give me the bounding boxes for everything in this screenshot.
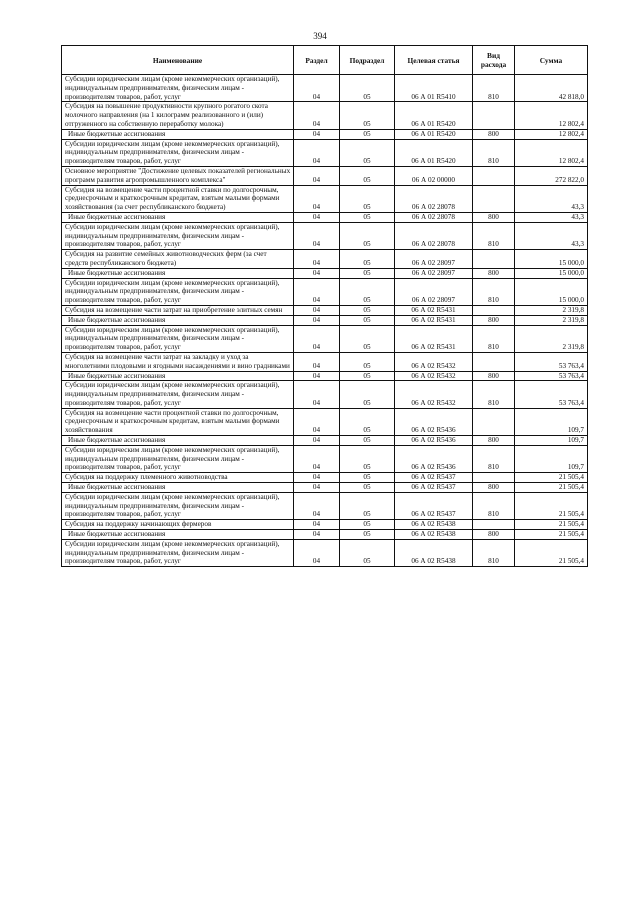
cell-expense-type [473,185,515,212]
page-number: 394 [313,31,327,41]
cell-sum: 21 505,4 [515,473,588,483]
cell-target: 06 А 02 R5436 [395,436,473,446]
cell-target: 06 А 02 R5431 [395,305,473,315]
cell-section: 04 [294,408,340,435]
header-expense-type: Вид расхода [473,46,515,75]
cell-subsection: 05 [340,371,395,381]
cell-target: 06 А 02 00000 [395,166,473,185]
cell-sum: 2 319,8 [515,315,588,325]
table-row [62,483,588,493]
cell-expense-type: 810 [473,139,515,166]
cell-name: Иные бюджетные ассигнования [62,436,294,446]
table-row [62,352,588,371]
cell-sum: 15 000,0 [515,278,588,305]
cell-target: 06 А 02 R5431 [395,325,473,352]
cell-sum: 2 319,8 [515,325,588,352]
cell-subsection: 05 [340,250,395,269]
cell-section: 04 [294,102,340,129]
table-row [62,473,588,483]
cell-sum: 21 505,4 [515,539,588,566]
cell-name: Иные бюджетные ассигнования [62,371,294,381]
cell-name: Субсидия на возмещение части процентной ставки по долгосрочным, среднесрочным и краткосрочным кредитам, взятым малыми формами хозяйствования [62,408,294,435]
cell-name: Субсидии юридическим лицам (кроме некоммерческих организаций), индивидуальным предпринимателям, физическим лицам - производителям товаров, работ, услуг [62,492,294,519]
table-row [62,129,588,139]
cell-section: 04 [294,371,340,381]
cell-sum: 53 763,4 [515,352,588,371]
cell-subsection: 05 [340,352,395,371]
cell-section: 04 [294,139,340,166]
cell-sum: 21 505,4 [515,483,588,493]
cell-target: 06 А 02 R5432 [395,371,473,381]
table-row [62,315,588,325]
cell-expense-type [473,102,515,129]
cell-target: 06 А 01 R5420 [395,129,473,139]
table-row [62,166,588,185]
cell-section: 04 [294,75,340,102]
cell-name: Субсидия на повышение продуктивности крупного рогатого скота молочного направления (на 1 килограмм реализованного и (или) отгруженного на собственную переработку молока) [62,102,294,129]
cell-target: 06 А 02 28097 [395,268,473,278]
cell-sum: 15 000,0 [515,268,588,278]
cell-name: Иные бюджетные ассигнования [62,530,294,540]
cell-name: Иные бюджетные ассигнования [62,483,294,493]
cell-sum: 43,3 [515,212,588,222]
cell-name: Субсидии юридическим лицам (кроме некоммерческих организаций), индивидуальным предпринимателям, физическим лицам - производителям товаров, работ, услуг [62,222,294,249]
cell-subsection: 05 [340,483,395,493]
table-row [62,445,588,472]
header-section: Раздел [294,46,340,75]
cell-name: Субсидия на развитие семейных животноводческих ферм (за счет средств республиканского бюджета) [62,250,294,269]
cell-name: Субсидия на возмещение части затрат на приобретение элитных семян [62,305,294,315]
table-row [62,539,588,566]
cell-target: 06 А 02 R5436 [395,445,473,472]
cell-subsection: 05 [340,102,395,129]
cell-expense-type: 800 [473,371,515,381]
table-row [62,492,588,519]
header-target: Целевая статья [395,46,473,75]
cell-expense-type [473,520,515,530]
cell-target: 06 А 02 28078 [395,185,473,212]
budget-table [61,45,588,567]
cell-subsection: 05 [340,436,395,446]
cell-sum: 12 802,4 [515,129,588,139]
table-row [62,212,588,222]
cell-subsection: 05 [340,268,395,278]
cell-section: 04 [294,166,340,185]
cell-section: 04 [294,212,340,222]
table-header [62,46,588,75]
cell-section: 04 [294,530,340,540]
cell-expense-type: 800 [473,530,515,540]
header-subsection: Подраздел [340,46,395,75]
cell-sum: 53 763,4 [515,371,588,381]
cell-section: 04 [294,325,340,352]
cell-sum: 21 505,4 [515,492,588,519]
cell-subsection: 05 [340,539,395,566]
cell-name: Иные бюджетные ассигнования [62,268,294,278]
cell-section: 04 [294,492,340,519]
table-row [62,381,588,408]
cell-subsection: 05 [340,212,395,222]
table-row [62,305,588,315]
cell-section: 04 [294,278,340,305]
cell-name: Субсидия на возмещение части процентной ставки по долгосрочным, среднесрочным и краткосрочным кредитам, взятым малыми формами хозяйствования (за счет республиканского бюджета) [62,185,294,212]
cell-section: 04 [294,315,340,325]
cell-target: 06 А 02 R5438 [395,520,473,530]
cell-expense-type: 810 [473,445,515,472]
cell-expense-type [473,166,515,185]
cell-name: Иные бюджетные ассигнования [62,315,294,325]
cell-section: 04 [294,445,340,472]
cell-target: 06 А 02 R5432 [395,352,473,371]
cell-expense-type: 800 [473,268,515,278]
cell-section: 04 [294,352,340,371]
cell-subsection: 05 [340,305,395,315]
cell-expense-type [473,408,515,435]
table-row [62,436,588,446]
cell-expense-type [473,473,515,483]
cell-name: Основное мероприятие "Достижение целевых показателей региональных программ развития агропромышленного комплекса" [62,166,294,185]
cell-expense-type: 800 [473,436,515,446]
table-row [62,408,588,435]
cell-expense-type: 800 [473,315,515,325]
table-row [62,139,588,166]
cell-target: 06 А 02 28097 [395,250,473,269]
cell-target: 06 А 02 28097 [395,278,473,305]
cell-subsection: 05 [340,445,395,472]
cell-name: Субсидия на возмещение части затрат на закладку и уход за многолетними плодовыми и ягодными насаждениями и вино градниками [62,352,294,371]
cell-section: 04 [294,268,340,278]
header-name: Наименование [62,46,294,75]
cell-target: 06 А 02 28078 [395,212,473,222]
cell-section: 04 [294,381,340,408]
cell-name: Субсидии юридическим лицам (кроме некоммерческих организаций), индивидуальным предпринимателям, физическим лицам - производителям товаров, работ, услуг [62,75,294,102]
table-row [62,75,588,102]
cell-subsection: 05 [340,520,395,530]
cell-subsection: 05 [340,222,395,249]
cell-subsection: 05 [340,278,395,305]
cell-sum: 12 802,4 [515,102,588,129]
cell-sum: 43,3 [515,185,588,212]
table-row [62,250,588,269]
cell-section: 04 [294,520,340,530]
cell-name: Субсидия на поддержку начинающих фермеров [62,520,294,530]
cell-section: 04 [294,436,340,446]
table-row [62,530,588,540]
cell-sum: 109,7 [515,408,588,435]
header-sum: Сумма [515,46,588,75]
cell-target: 06 А 02 R5432 [395,381,473,408]
cell-subsection: 05 [340,492,395,519]
cell-subsection: 05 [340,381,395,408]
cell-target: 06 А 02 R5437 [395,492,473,519]
cell-expense-type: 800 [473,212,515,222]
cell-section: 04 [294,539,340,566]
cell-name: Субсидии юридическим лицам (кроме некоммерческих организаций), индивидуальным предпринимателям, физическим лицам - производителям товаров, работ, услуг [62,539,294,566]
cell-sum: 109,7 [515,445,588,472]
table-body [62,75,588,567]
cell-name: Иные бюджетные ассигнования [62,129,294,139]
table-row [62,102,588,129]
cell-section: 04 [294,473,340,483]
cell-expense-type [473,305,515,315]
cell-sum: 2 319,8 [515,305,588,315]
cell-section: 04 [294,305,340,315]
cell-target: 06 А 02 R5437 [395,483,473,493]
cell-target: 06 А 01 R5420 [395,139,473,166]
cell-section: 04 [294,250,340,269]
cell-subsection: 05 [340,325,395,352]
cell-sum: 43,3 [515,222,588,249]
cell-expense-type: 810 [473,381,515,408]
cell-name: Субсидии юридическим лицам (кроме некоммерческих организаций), индивидуальным предпринимателям, физическим лицам - производителям товаров, работ, услуг [62,325,294,352]
cell-name: Субсидии юридическим лицам (кроме некоммерческих организаций), индивидуальным предпринимателям, физическим лицам - производителям товаров, работ, услуг [62,139,294,166]
cell-expense-type: 810 [473,492,515,519]
cell-expense-type: 800 [473,483,515,493]
cell-target: 06 А 02 R5437 [395,473,473,483]
table-row [62,520,588,530]
table-row [62,222,588,249]
cell-subsection: 05 [340,139,395,166]
cell-expense-type [473,250,515,269]
cell-sum: 272 822,0 [515,166,588,185]
cell-subsection: 05 [340,473,395,483]
table-row [62,325,588,352]
cell-target: 06 А 02 R5436 [395,408,473,435]
cell-sum: 21 505,4 [515,520,588,530]
table-row [62,278,588,305]
cell-expense-type: 810 [473,539,515,566]
cell-subsection: 05 [340,315,395,325]
cell-expense-type: 810 [473,278,515,305]
cell-name: Иные бюджетные ассигнования [62,212,294,222]
cell-expense-type: 810 [473,75,515,102]
cell-subsection: 05 [340,129,395,139]
cell-subsection: 05 [340,75,395,102]
cell-expense-type [473,352,515,371]
cell-sum: 15 000,0 [515,250,588,269]
cell-section: 04 [294,483,340,493]
cell-target: 06 А 02 R5431 [395,315,473,325]
cell-subsection: 05 [340,408,395,435]
cell-sum: 12 802,4 [515,139,588,166]
cell-section: 04 [294,222,340,249]
cell-target: 06 А 02 R5438 [395,530,473,540]
cell-sum: 42 818,0 [515,75,588,102]
cell-target: 06 А 02 R5438 [395,539,473,566]
cell-sum: 53 763,4 [515,381,588,408]
table-row [62,185,588,212]
cell-target: 06 А 02 28078 [395,222,473,249]
cell-section: 04 [294,185,340,212]
cell-section: 04 [294,129,340,139]
cell-name: Субсидии юридическим лицам (кроме некоммерческих организаций), индивидуальным предпринимателям, физическим лицам - производителям товаров, работ, услуг [62,445,294,472]
cell-sum: 21 505,4 [515,530,588,540]
cell-expense-type: 800 [473,129,515,139]
cell-target: 06 А 01 R5410 [395,75,473,102]
cell-name: Субсидия на поддержку племенного животноводства [62,473,294,483]
cell-subsection: 05 [340,530,395,540]
header-row [62,46,588,75]
cell-name: Субсидии юридическим лицам (кроме некоммерческих организаций), индивидуальным предпринимателям, физическим лицам - производителям товаров, работ, услуг [62,278,294,305]
cell-subsection: 05 [340,166,395,185]
cell-expense-type: 810 [473,222,515,249]
cell-sum: 109,7 [515,436,588,446]
cell-expense-type: 810 [473,325,515,352]
table-row [62,268,588,278]
cell-name: Субсидии юридическим лицам (кроме некоммерческих организаций), индивидуальным предпринимателям, физическим лицам - производителям товаров, работ, услуг [62,381,294,408]
table-row [62,371,588,381]
cell-target: 06 А 01 R5420 [395,102,473,129]
cell-subsection: 05 [340,185,395,212]
